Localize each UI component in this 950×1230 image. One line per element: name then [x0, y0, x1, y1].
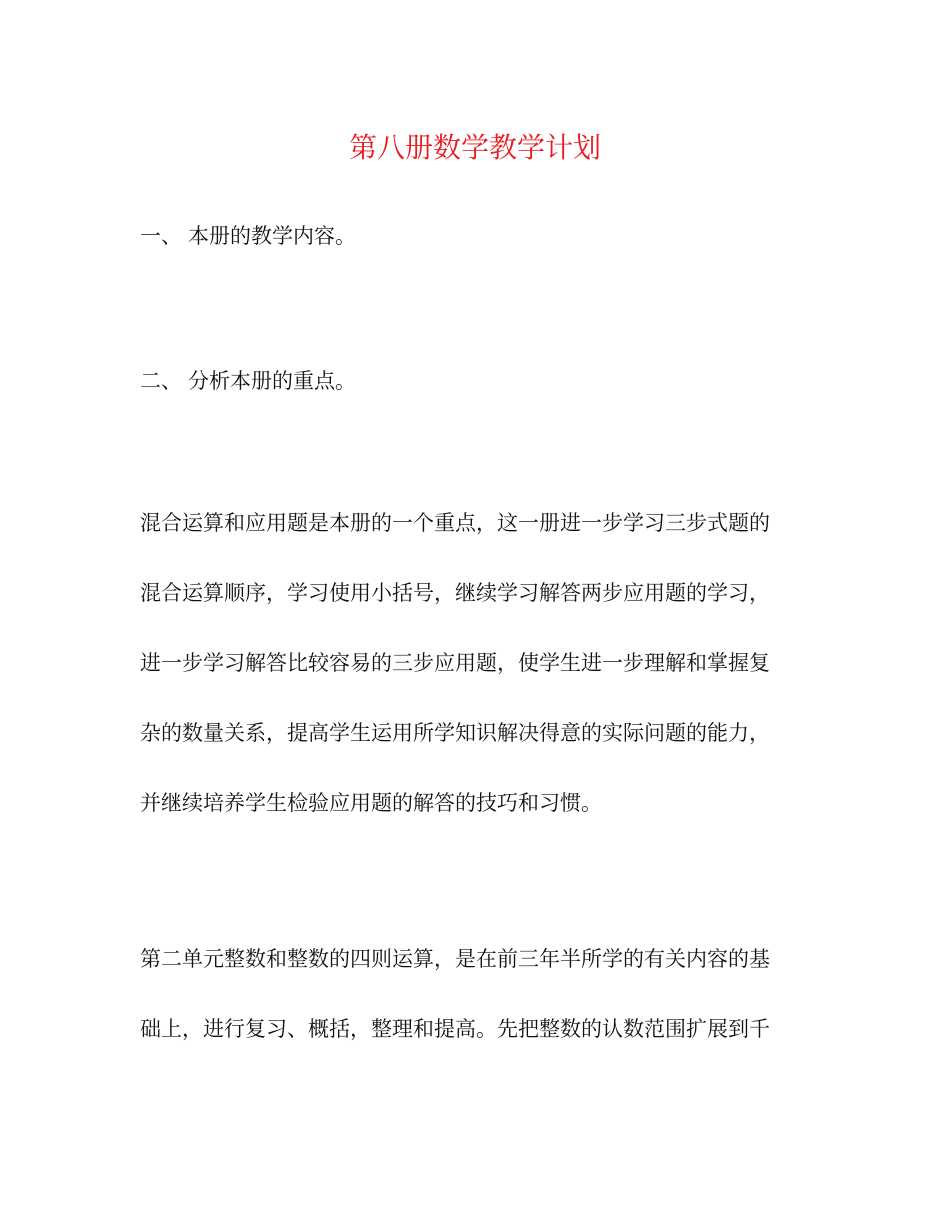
section-number: 二、	[140, 369, 182, 393]
section-heading-text: 分析本册的重点。	[188, 369, 356, 393]
paragraph-line: 并继续培养学生检验应用题的解答的技巧和习惯。	[140, 791, 602, 815]
paragraph-line: 进一步学习解答比较容易的三步应用题，使学生进一步理解和掌握复	[140, 651, 770, 675]
paragraph-line: 混合运算和应用题是本册的一个重点，这一册进一步学习三步式题的	[140, 511, 770, 535]
section-heading-text: 本册的教学内容。	[188, 224, 356, 248]
paragraph-line: 混合运算顺序，学习使用小括号，继续学习解答两步应用题的学习，	[140, 581, 770, 605]
paragraph-line: 杂的数量关系，提高学生运用所学知识解决得意的实际问题的能力，	[140, 721, 770, 745]
section-number: 一、	[140, 224, 182, 248]
section-heading-2	[140, 366, 356, 396]
paragraph-line: 第二单元整数和整数的四则运算，是在前三年半所学的有关内容的基	[140, 947, 770, 971]
section-heading-1	[140, 221, 356, 251]
document-title: 第八册数学教学计划	[348, 131, 601, 164]
paragraph-line: 础上，进行复习、概括，整理和提高。先把整数的认数范围扩展到千	[140, 1017, 770, 1041]
